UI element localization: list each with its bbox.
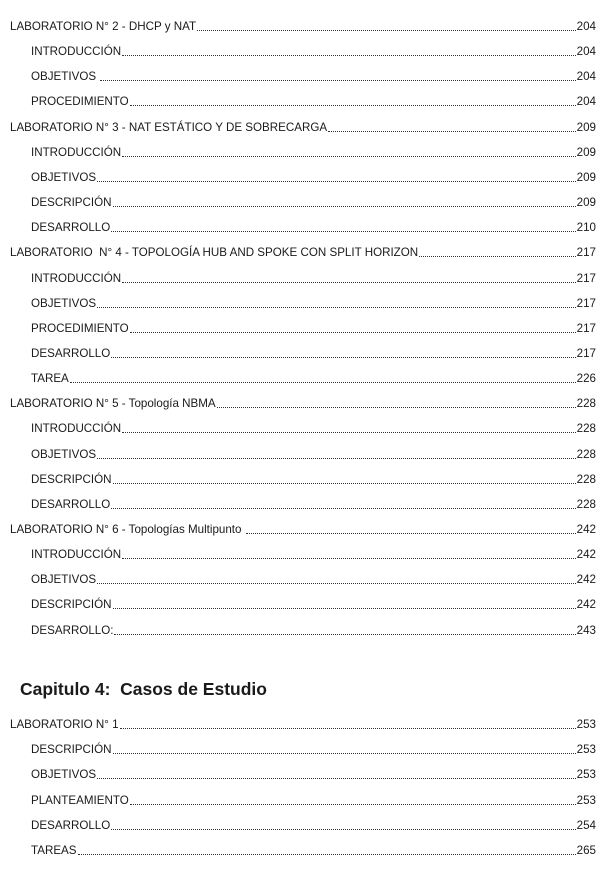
toc-entry-subsection bbox=[0, 490, 600, 512]
toc-entry-subsection bbox=[0, 62, 600, 84]
toc-entry-page-number: 217 bbox=[576, 321, 596, 335]
dot-leader bbox=[113, 753, 576, 754]
toc-entry-title: OBJETIVOS bbox=[31, 573, 97, 587]
toc-entry-title: TAREA bbox=[31, 372, 69, 386]
toc-entry-subsection bbox=[0, 87, 600, 109]
dot-leader bbox=[113, 608, 576, 609]
toc-entry-page-number: 242 bbox=[576, 523, 596, 536]
toc-entry-page-number: 217 bbox=[576, 271, 596, 285]
toc-entry-title: INTRODUCCIÓN bbox=[31, 145, 122, 159]
dot-leader bbox=[130, 332, 576, 333]
toc-entry-page-number: 217 bbox=[576, 296, 596, 310]
dot-leader bbox=[197, 30, 576, 31]
toc-entry-title: OBJETIVOS bbox=[31, 447, 97, 461]
toc-entry-lab bbox=[0, 12, 600, 34]
dot-leader bbox=[111, 508, 575, 509]
toc-entry-subsection bbox=[0, 37, 600, 59]
dot-leader bbox=[111, 231, 575, 232]
toc-entry-page-number: 228 bbox=[576, 472, 596, 486]
toc-entry-title: DESCRIPCIÓN bbox=[31, 598, 112, 612]
toc-entry-page-number: 226 bbox=[576, 372, 596, 386]
toc-entry-title: OBJETIVOS bbox=[31, 296, 97, 310]
toc-entry-page-number: 228 bbox=[576, 497, 596, 511]
toc-entry-subsection bbox=[0, 786, 600, 808]
toc-entry-page-number: 204 bbox=[576, 70, 596, 84]
toc-entry-title: LABORATORIO N° 3 - NAT ESTÁTICO Y DE SOBRECARGA bbox=[10, 120, 328, 134]
toc-entry-page-number: 253 bbox=[576, 743, 596, 757]
toc-entry-page-number: 242 bbox=[576, 573, 596, 587]
dot-leader bbox=[100, 80, 575, 81]
toc-entry-title: INTRODUCCIÓN bbox=[31, 271, 122, 285]
toc-entry-title: OBJETIVOS bbox=[31, 170, 97, 184]
dot-leader bbox=[217, 407, 576, 408]
dot-leader bbox=[122, 55, 575, 56]
dot-leader bbox=[113, 483, 576, 484]
toc-entry-subsection bbox=[0, 163, 600, 185]
toc-entry-subsection bbox=[0, 314, 600, 336]
toc-entry-subsection bbox=[0, 364, 600, 386]
toc-entry-page-number: 217 bbox=[576, 346, 596, 360]
toc-entry-title: DESARROLLO bbox=[31, 497, 111, 511]
toc-entry-title: LABORATORIO N° 4 - TOPOLOGÍA HUB AND SPOKE CON SPLIT HORIZON bbox=[10, 246, 419, 260]
dot-leader bbox=[130, 804, 576, 805]
toc-entry-subsection bbox=[0, 339, 600, 361]
toc-entry-page-number: 228 bbox=[576, 397, 596, 411]
toc-entry-subsection bbox=[0, 735, 600, 757]
dot-leader bbox=[246, 533, 576, 534]
toc-entry-page-number: 209 bbox=[576, 120, 596, 134]
toc-entry-title: INTRODUCCIÓN bbox=[31, 548, 122, 562]
toc-entry-subsection bbox=[0, 465, 600, 487]
dot-leader bbox=[113, 206, 576, 207]
dot-leader bbox=[114, 634, 575, 635]
toc-entry-page-number: 265 bbox=[576, 844, 596, 857]
toc-entry-title: PROCEDIMIENTO bbox=[31, 321, 129, 335]
toc-entry-title: PROCEDIMIENTO bbox=[31, 95, 129, 109]
toc-entry-lab bbox=[0, 389, 600, 411]
toc-entry-subsection bbox=[0, 138, 600, 160]
toc-entry-title: OBJETIVOS bbox=[31, 768, 97, 782]
dot-leader bbox=[122, 156, 575, 157]
toc-entry-title: LABORATORIO N° 5 - Topología NBMA bbox=[10, 397, 216, 411]
toc-entry-page-number: 228 bbox=[576, 422, 596, 436]
toc-entry-title: DESARROLLO: bbox=[31, 623, 114, 637]
toc-entry-title: DESARROLLO bbox=[31, 221, 111, 235]
dot-leader bbox=[97, 181, 576, 182]
dot-leader bbox=[97, 458, 576, 459]
toc-entry-title: PLANTEAMIENTO bbox=[31, 793, 129, 807]
toc-entry-title: LABORATORIO N° 6 - Topologías Multipunto bbox=[10, 523, 245, 536]
toc-entry-subsection bbox=[0, 565, 600, 587]
toc-entry-title: INTRODUCCIÓN bbox=[31, 45, 122, 59]
toc-entry-lab bbox=[0, 515, 600, 537]
toc-entry-subsection bbox=[0, 836, 600, 858]
toc-entry-subsection bbox=[0, 616, 600, 638]
dot-leader bbox=[130, 105, 576, 106]
dot-leader bbox=[122, 432, 575, 433]
dot-leader bbox=[111, 829, 575, 830]
dot-leader bbox=[78, 854, 576, 855]
dot-leader bbox=[97, 307, 576, 308]
toc-entry-title: DESARROLLO bbox=[31, 346, 111, 360]
toc-entry-page-number: 217 bbox=[576, 246, 596, 260]
dot-leader bbox=[70, 382, 576, 383]
toc-entry-page-number: 210 bbox=[576, 221, 596, 235]
toc-entry-title: DESCRIPCIÓN bbox=[31, 196, 112, 210]
dot-leader bbox=[419, 256, 576, 257]
toc-entry-title: DESARROLLO bbox=[31, 818, 111, 832]
toc-entry-page-number: 228 bbox=[576, 447, 596, 461]
dot-leader bbox=[122, 558, 575, 559]
toc-entry-page-number: 253 bbox=[576, 768, 596, 782]
dot-leader bbox=[122, 282, 575, 283]
toc-entry-page-number: 253 bbox=[576, 718, 596, 731]
toc-entry-page-number: 254 bbox=[576, 818, 596, 832]
toc-entry-title: DESCRIPCIÓN bbox=[31, 472, 112, 486]
toc-entry-subsection bbox=[0, 440, 600, 462]
dot-leader bbox=[97, 583, 576, 584]
toc-entry-lab bbox=[0, 113, 600, 135]
toc-entry-page-number: 242 bbox=[576, 598, 596, 612]
toc-entry-subsection bbox=[0, 188, 600, 210]
toc-entry-page-number: 243 bbox=[576, 623, 596, 637]
toc-entry-subsection bbox=[0, 590, 600, 612]
toc-entry-lab bbox=[0, 710, 600, 732]
toc-entry-subsection bbox=[0, 811, 600, 833]
toc-entry-page-number: 242 bbox=[576, 548, 596, 562]
toc-entry-title: OBJETIVOS bbox=[31, 70, 100, 84]
toc-entry-title: TAREAS bbox=[31, 844, 77, 857]
toc-entry-subsection bbox=[0, 289, 600, 311]
toc-entry-title: INTRODUCCIÓN bbox=[31, 422, 122, 436]
toc-entry-subsection bbox=[0, 414, 600, 436]
dot-leader bbox=[328, 131, 576, 132]
chapter-heading: Capitulo 4: Casos de Estudio bbox=[20, 679, 267, 699]
toc-entry-title: LABORATORIO N° 1 bbox=[10, 718, 119, 731]
dot-leader bbox=[111, 357, 575, 358]
toc-entry-page-number: 209 bbox=[576, 196, 596, 210]
toc-entry-page-number: 204 bbox=[576, 95, 596, 109]
toc-entry-subsection bbox=[0, 760, 600, 782]
toc-entry-page-number: 209 bbox=[576, 170, 596, 184]
toc-entry-page-number: 204 bbox=[576, 20, 596, 33]
toc-entry-subsection bbox=[0, 213, 600, 235]
toc-entry-lab bbox=[0, 238, 600, 260]
toc-entry-title: LABORATORIO N° 2 - DHCP y NAT bbox=[10, 20, 197, 33]
toc-entry-subsection bbox=[0, 264, 600, 286]
toc-entry-page-number: 209 bbox=[576, 145, 596, 159]
dot-leader bbox=[120, 728, 576, 729]
toc-entry-title: DESCRIPCIÓN bbox=[31, 743, 112, 757]
toc-entry-subsection bbox=[0, 540, 600, 562]
toc-entry-page-number: 253 bbox=[576, 793, 596, 807]
toc-entry-page-number: 204 bbox=[576, 45, 596, 59]
dot-leader bbox=[97, 778, 576, 779]
